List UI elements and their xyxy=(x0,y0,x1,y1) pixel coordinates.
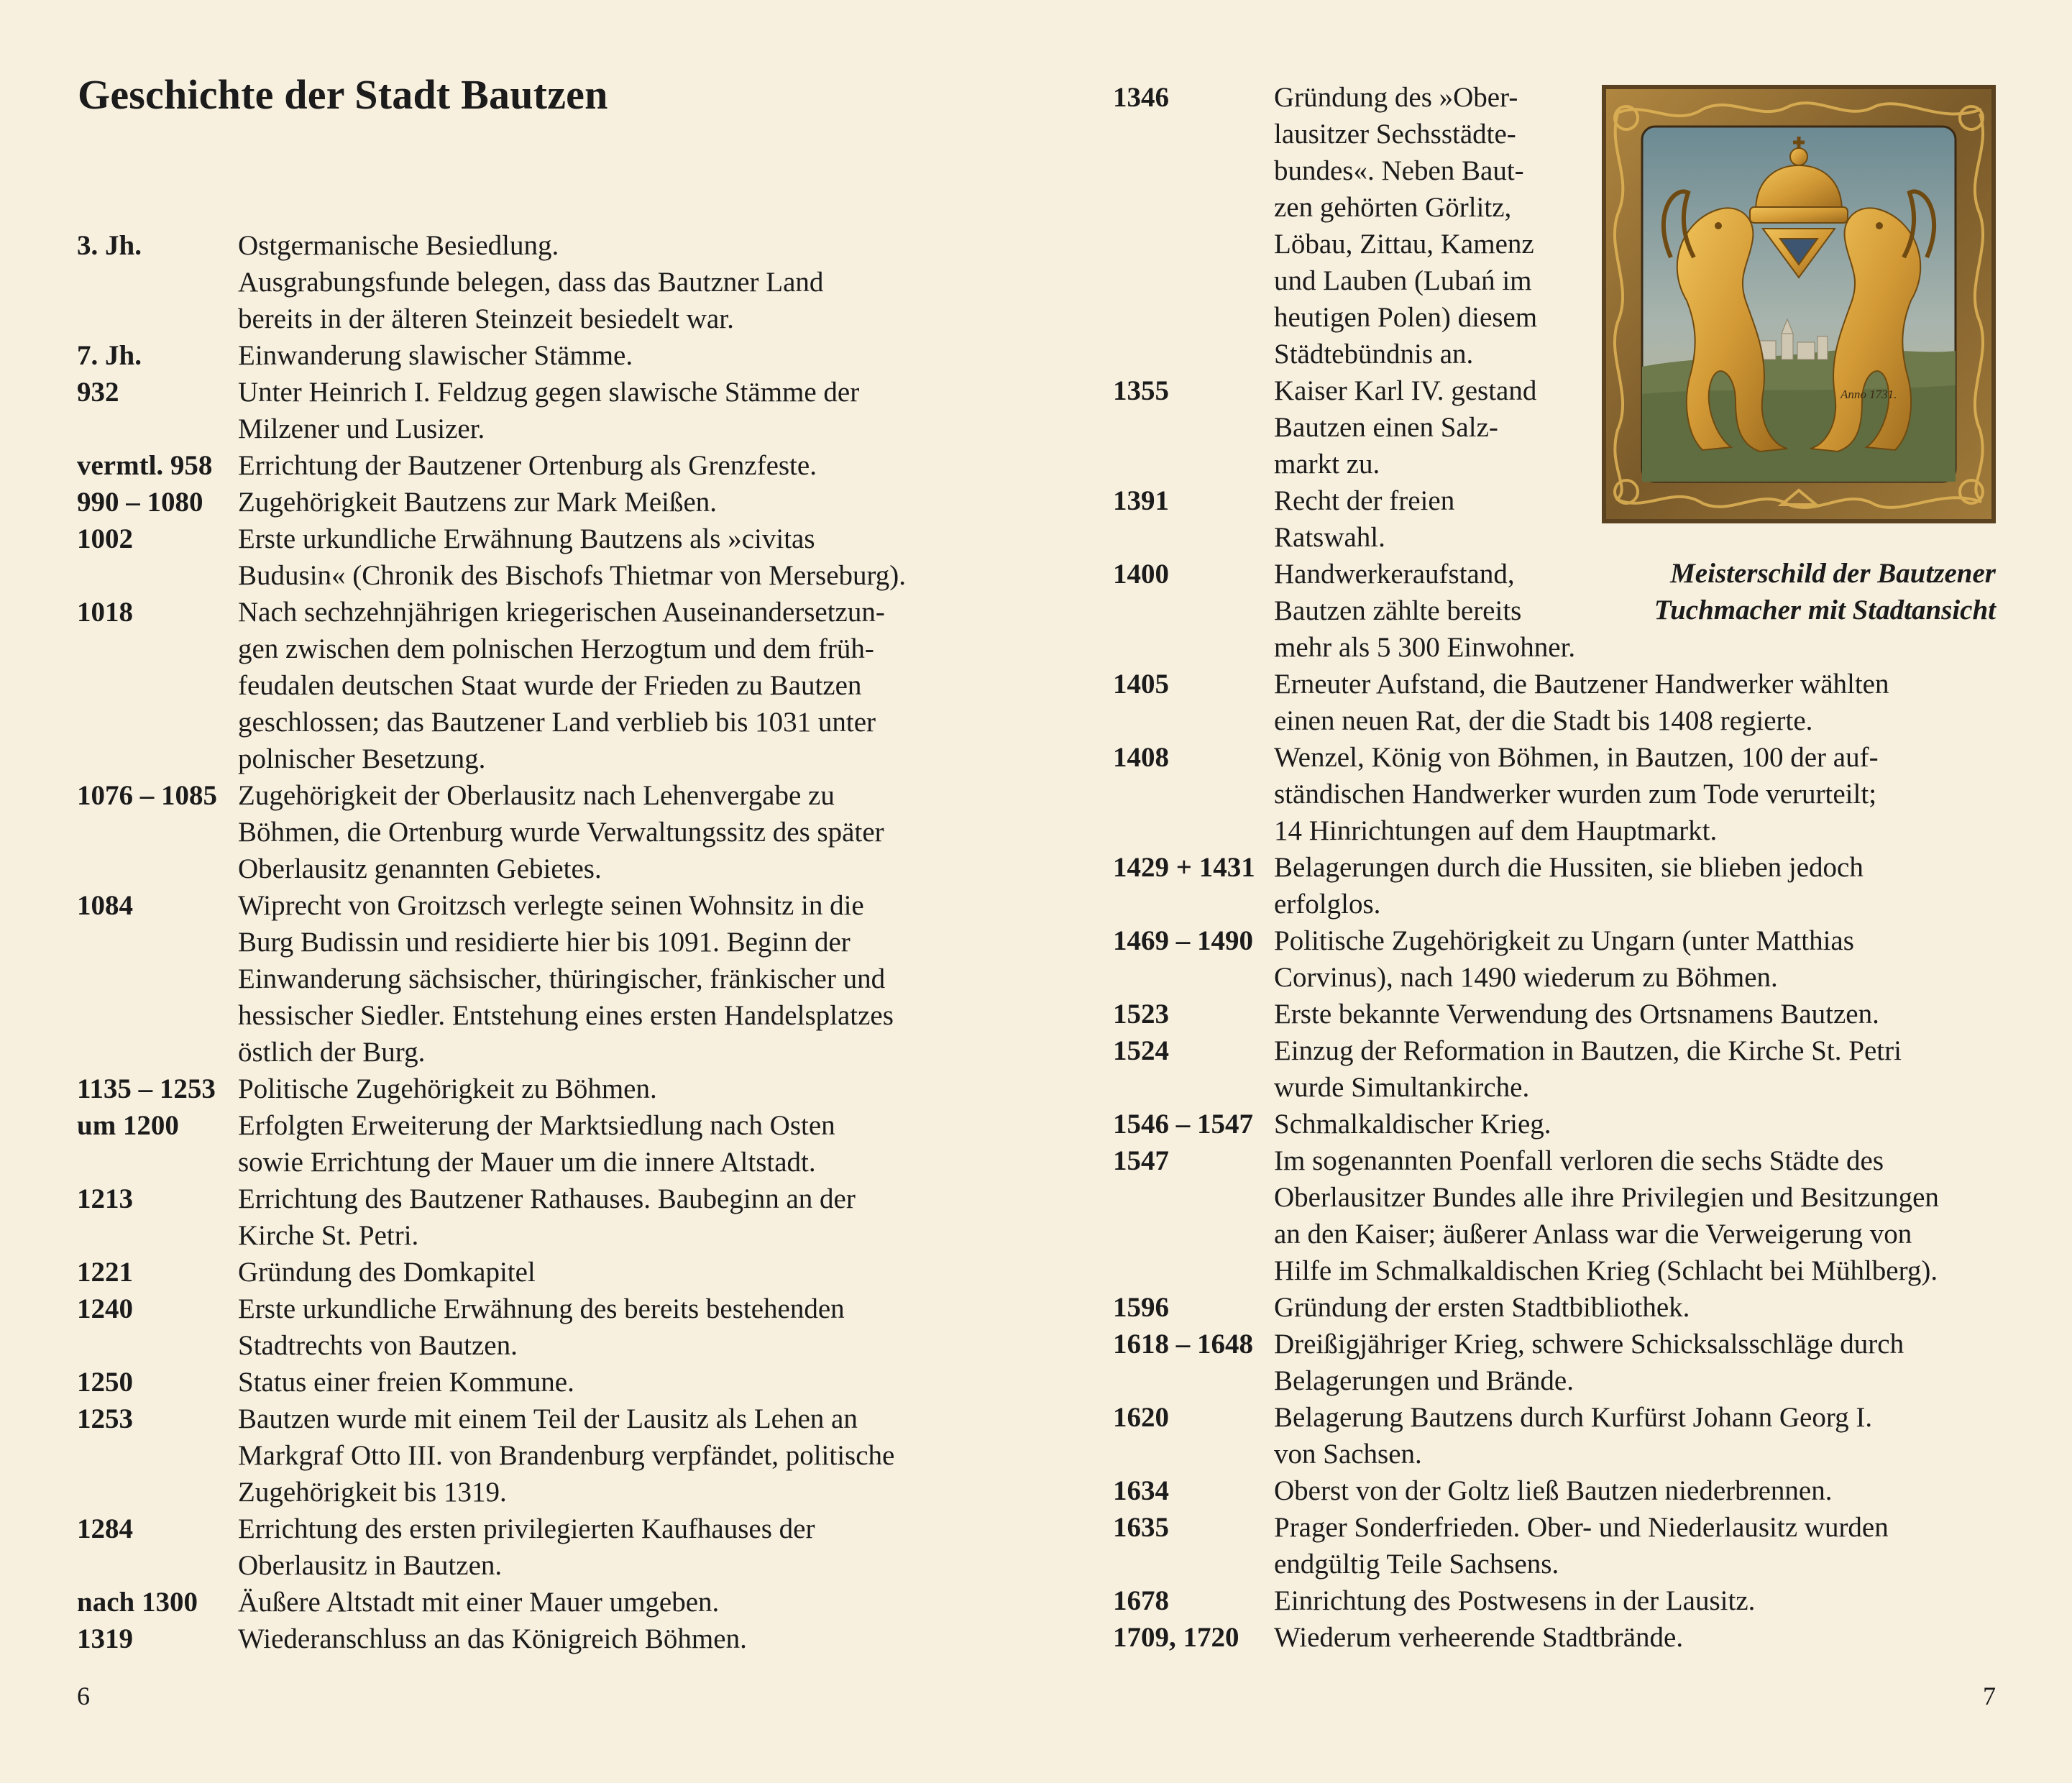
timeline-entry xyxy=(77,1364,983,1401)
entry-year: 1429 + 1431 xyxy=(1113,852,1255,883)
entry-text-line: Wenzel, König von Böhmen, in Bautzen, 100 der auf- xyxy=(1274,742,1879,773)
entry-text xyxy=(238,1254,983,1291)
entry-text-line: sowie Errichtung der Mauer um die innere Altstadt. xyxy=(238,1147,816,1178)
entry-text-line: Prager Sonderfrieden. Ober- und Niederlausitz wurden xyxy=(1274,1512,1889,1543)
timeline-entry xyxy=(1113,1619,2019,1656)
timeline-entry xyxy=(77,521,983,594)
entry-text xyxy=(238,1107,983,1181)
entry-text xyxy=(238,1291,983,1364)
entry-text-line: Politische Zugehörigkeit zu Böhmen. xyxy=(238,1073,657,1104)
entry-text xyxy=(1274,1399,2019,1472)
entry-text-line: Oberlausitz in Bautzen. xyxy=(238,1550,503,1581)
timeline-entry xyxy=(77,484,983,521)
entry-year: 1391 xyxy=(1113,485,1169,516)
entry-year: 1596 xyxy=(1113,1292,1169,1323)
entry-text xyxy=(1274,1619,2019,1656)
entry-text-line: Errichtung des Bautzener Rathauses. Baubeginn an der xyxy=(238,1183,856,1214)
entry-text xyxy=(238,594,983,777)
entry-text-line: Zugehörigkeit bis 1319. xyxy=(238,1477,507,1508)
entry-text-line: markt zu. xyxy=(1274,449,1380,480)
entry-year: 1346 xyxy=(1113,82,1169,113)
timeline-entry xyxy=(77,1254,983,1291)
entry-text xyxy=(1274,996,2019,1032)
entry-year: 1240 xyxy=(77,1293,133,1324)
entry-text-line: Errichtung der Bautzener Ortenburg als Grenzfeste. xyxy=(238,450,817,481)
entry-text xyxy=(1274,1142,2019,1289)
page-number-right: 7 xyxy=(1983,1682,1996,1710)
entry-text-line: endgültig Teile Sachsens. xyxy=(1274,1549,1559,1580)
entry-text-line: Recht der freien xyxy=(1274,485,1455,516)
entry-text-line: Wiprecht von Groitzsch verlegte seinen Wohnsitz in die xyxy=(238,890,864,921)
entry-year: 1221 xyxy=(77,1257,133,1288)
timeline-entry xyxy=(77,1291,983,1364)
entry-text xyxy=(1274,1032,2019,1106)
entry-text-line: Einwanderung sächsischer, thüringischer, fränkischer und xyxy=(238,963,886,994)
entry-text xyxy=(238,1621,983,1657)
entry-year: 3. Jh. xyxy=(77,230,142,261)
entry-year: 1355 xyxy=(1113,375,1169,406)
timeline-entry xyxy=(77,594,983,777)
timeline-entry xyxy=(77,887,983,1071)
entry-text-line: Wiederum verheerende Stadtbrände. xyxy=(1274,1622,1684,1653)
entry-year: 1253 xyxy=(77,1403,133,1434)
timeline-entry xyxy=(77,1584,983,1621)
entry-year: 1524 xyxy=(1113,1035,1169,1066)
entry-text-line: Bautzen wurde mit einem Teil der Lausitz als Lehen an xyxy=(238,1403,858,1434)
entry-year: 1709, 1720 xyxy=(1113,1622,1239,1653)
entry-text-line: polnischer Besetzung. xyxy=(238,743,486,774)
timeline-entry xyxy=(1113,996,2019,1032)
entry-year: 1547 xyxy=(1113,1145,1169,1176)
entry-year: 1284 xyxy=(77,1513,133,1544)
entry-text-line: Stadtrechts von Bautzen. xyxy=(238,1330,518,1361)
timeline-entry xyxy=(1113,849,2019,922)
entry-text xyxy=(1274,1582,2019,1619)
entry-text-line: Unter Heinrich I. Feldzug gegen slawische Stämme der xyxy=(238,377,860,408)
timeline-entry xyxy=(1113,1399,2019,1472)
entry-year: 1400 xyxy=(1113,559,1169,590)
entry-text-line: Ostgermanische Besiedlung. xyxy=(238,230,559,261)
timeline-entry xyxy=(77,1621,983,1657)
entry-text-line: zen gehörten Görlitz, xyxy=(1274,192,1512,223)
timeline-entry xyxy=(1113,1032,2019,1106)
timeline-entry xyxy=(1113,1472,2019,1509)
entry-text xyxy=(238,1181,983,1254)
entry-text-line: Äußere Altstadt mit einer Mauer umgeben. xyxy=(238,1587,720,1618)
entry-year: 1634 xyxy=(1113,1475,1169,1506)
entry-text xyxy=(1274,739,2019,849)
entry-text xyxy=(1274,849,2019,922)
entry-text-line: Dreißigjähriger Krieg, schwere Schicksalsschläge durch xyxy=(1274,1329,1904,1360)
entry-text xyxy=(238,1364,983,1401)
entry-text-line: Gründung des Domkapitel xyxy=(238,1257,536,1288)
timeline-entry xyxy=(1113,1289,2019,1326)
entry-text-line: an den Kaiser; äußerer Anlass war die Verweigerung von xyxy=(1274,1219,1912,1250)
entry-text xyxy=(238,484,983,521)
entry-year: 1678 xyxy=(1113,1585,1169,1616)
timeline-entry xyxy=(77,337,983,374)
timeline-entry xyxy=(1113,739,2019,849)
entry-text xyxy=(1274,666,2019,739)
entry-text-line: Belagerungen durch die Hussiten, sie blieben jedoch xyxy=(1274,852,1864,883)
timeline-left xyxy=(77,227,983,1657)
entry-text-line: Löbau, Zittau, Kamenz xyxy=(1274,229,1534,260)
entry-text-line: Kaiser Karl IV. gestand xyxy=(1274,375,1537,406)
entry-text-line: von Sachsen. xyxy=(1274,1439,1422,1470)
entry-text-line: erfolglos. xyxy=(1274,889,1381,920)
entry-text xyxy=(238,777,983,887)
entry-text-line: einen neuen Rat, der die Stadt bis 1408 regierte. xyxy=(1274,705,1813,736)
entry-text-line: Erneuter Aufstand, die Bautzener Handwerker wählten xyxy=(1274,669,1889,700)
entry-year: 1002 xyxy=(77,523,133,554)
entry-text-line: ständischen Handwerker wurden zum Tode verurteilt; xyxy=(1274,779,1877,810)
guild-shield-image xyxy=(1602,85,1996,523)
entry-text-line: Städtebündnis an. xyxy=(1274,339,1474,370)
entry-text xyxy=(238,1511,983,1584)
timeline-entry xyxy=(77,777,983,887)
entry-text xyxy=(1274,1106,2019,1142)
timeline-entry xyxy=(77,1511,983,1584)
entry-text xyxy=(1274,1289,2019,1326)
page-number-left: 6 xyxy=(77,1682,90,1710)
entry-year: 1469 – 1490 xyxy=(1113,925,1253,956)
entry-year: 1018 xyxy=(77,597,133,628)
entry-year: 1408 xyxy=(1113,742,1169,773)
entry-text-line: Wiederanschluss an das Königreich Böhmen. xyxy=(238,1623,747,1654)
entry-text-line: Nach sechzehnjährigen kriegerischen Auseinandersetzun- xyxy=(238,597,885,628)
entry-text xyxy=(1274,1326,2019,1399)
entry-year: 1213 xyxy=(77,1183,133,1214)
entry-text-line: Böhmen, die Ortenburg wurde Verwaltungssitz des später xyxy=(238,817,884,848)
entry-text xyxy=(1274,922,2019,996)
entry-text-line: Bautzen zählte bereits xyxy=(1274,595,1522,626)
entry-text xyxy=(238,887,983,1071)
entry-text-line: Erste bekannte Verwendung des Ortsnamens Bautzen. xyxy=(1274,999,1879,1030)
timeline-entry xyxy=(77,1181,983,1254)
entry-text-line: Bautzen einen Salz- xyxy=(1274,412,1498,443)
entry-year: 932 xyxy=(77,377,119,408)
image-caption xyxy=(1593,555,1996,628)
entry-text-line: Gründung des »Ober- xyxy=(1274,82,1518,113)
entry-text-line: und Lauben (Lubań im xyxy=(1274,265,1532,296)
entry-text-line: Milzener und Lusizer. xyxy=(238,413,485,444)
entry-text-line: bundes«. Neben Baut- xyxy=(1274,155,1524,186)
entry-text-line: Ausgrabungsfunde belegen, dass das Bautzner Land xyxy=(238,267,824,298)
entry-text-line: Belagerungen und Brände. xyxy=(1274,1365,1574,1396)
entry-text-line: Markgraf Otto III. von Brandenburg verpfändet, politische xyxy=(238,1440,895,1471)
entry-text-line: 14 Hinrichtungen auf dem Hauptmarkt. xyxy=(1274,815,1718,846)
timeline-entry xyxy=(77,227,983,337)
entry-text-line: Einzug der Reformation in Bautzen, die Kirche St. Petri xyxy=(1274,1035,1902,1066)
entry-year: 1084 xyxy=(77,890,133,921)
caption-line: Tuchmacher mit Stadtansicht xyxy=(1654,595,1996,625)
entry-text-line: Zugehörigkeit Bautzens zur Mark Meißen. xyxy=(238,487,718,518)
entry-year: 1076 – 1085 xyxy=(77,780,217,811)
entry-text-line: Erste urkundliche Erwähnung Bautzens als »civitas xyxy=(238,523,815,554)
timeline-entry xyxy=(77,1071,983,1107)
entry-text-line: Einrichtung des Postwesens in der Lausitz. xyxy=(1274,1585,1756,1616)
entry-year: 1523 xyxy=(1113,999,1169,1030)
page-title: Geschichte der Stadt Bautzen xyxy=(78,71,608,118)
entry-text xyxy=(238,337,983,374)
entry-text-line: Erste urkundliche Erwähnung des bereits bestehenden xyxy=(238,1293,845,1324)
entry-text-line: gen zwischen dem polnischen Herzogtum und dem früh- xyxy=(238,633,874,664)
entry-year: 7. Jh. xyxy=(77,340,142,371)
entry-text xyxy=(238,227,983,337)
timeline-entry xyxy=(1113,1582,2019,1619)
timeline-entry xyxy=(77,1107,983,1181)
entry-text-line: Budusin« (Chronik des Bischofs Thietmar von Merseburg). xyxy=(238,560,907,591)
entry-text xyxy=(238,447,983,484)
entry-text-line: wurde Simultankirche. xyxy=(1274,1072,1530,1103)
entry-text-line: heutigen Polen) diesem xyxy=(1274,302,1538,333)
entry-text-line: Kirche St. Petri. xyxy=(238,1220,419,1251)
entry-text-line: mehr als 5 300 Einwohner. xyxy=(1274,632,1576,663)
right-page xyxy=(1036,0,2072,1783)
entry-text-line: Corvinus), nach 1490 wiederum zu Böhmen. xyxy=(1274,962,1778,993)
entry-text-line: geschlossen; das Bautzener Land verblieb bis 1031 unter xyxy=(238,707,876,738)
entry-year: 1620 xyxy=(1113,1402,1169,1433)
timeline-entry xyxy=(77,374,983,447)
entry-text xyxy=(238,521,983,594)
timeline-entry xyxy=(1113,1509,2019,1582)
entry-text-line: Schmalkaldischer Krieg. xyxy=(1274,1109,1551,1140)
entry-year: 1635 xyxy=(1113,1512,1169,1543)
entry-year: 1405 xyxy=(1113,669,1169,700)
entry-text-line: Belagerung Bautzens durch Kurfürst Johann Georg I. xyxy=(1274,1402,1873,1433)
entry-text xyxy=(1274,1472,2019,1509)
timeline-entry xyxy=(77,1401,983,1511)
entry-text-line: Oberlausitzer Bundes alle ihre Privilegien und Besitzungen xyxy=(1274,1182,1939,1213)
entry-text xyxy=(238,1584,983,1621)
entry-year: 990 – 1080 xyxy=(77,487,203,518)
timeline-entry xyxy=(77,447,983,484)
entry-text-line: bereits in der älteren Steinzeit besiedelt war. xyxy=(238,303,734,334)
entry-text-line: Politische Zugehörigkeit zu Ungarn (unter Matthias xyxy=(1274,925,1854,956)
entry-text-line: feudalen deutschen Staat wurde der Frieden zu Bautzen xyxy=(238,670,862,701)
entry-text-line: östlich der Burg. xyxy=(238,1037,426,1068)
entry-text-line: Errichtung des ersten privilegierten Kaufhauses der xyxy=(238,1513,815,1544)
entry-year: nach 1300 xyxy=(77,1587,198,1618)
timeline-entry xyxy=(1113,666,2019,739)
entry-text-line: Einwanderung slawischer Stämme. xyxy=(238,340,633,371)
timeline-entry xyxy=(1113,1142,2019,1289)
timeline-entry xyxy=(1113,1326,2019,1399)
entry-text-line: Oberlausitz genannten Gebietes. xyxy=(238,853,602,884)
entry-text-line: Ratswahl. xyxy=(1274,522,1385,553)
entry-text-line: Oberst von der Goltz ließ Bautzen niederbrennen. xyxy=(1274,1475,1833,1506)
entry-text xyxy=(1274,1509,2019,1582)
entry-year: um 1200 xyxy=(77,1110,179,1141)
entry-year: vermtl. 958 xyxy=(77,450,213,481)
shield-inscription: Anno 1731. xyxy=(1840,388,1897,401)
entry-year: 1546 – 1547 xyxy=(1113,1109,1253,1140)
entry-text-line: Zugehörigkeit der Oberlausitz nach Lehenvergabe zu xyxy=(238,780,835,811)
entry-year: 1319 xyxy=(77,1623,133,1654)
entry-text-line: Gründung der ersten Stadtbibliothek. xyxy=(1274,1292,1690,1323)
caption-line: Meisterschild der Bautzener xyxy=(1670,558,1996,589)
entry-text-line: Status einer freien Kommune. xyxy=(238,1367,574,1398)
entry-text xyxy=(238,374,983,447)
entry-text-line: lausitzer Sechsstädte- xyxy=(1274,119,1516,150)
entry-year: 1250 xyxy=(77,1367,133,1398)
entry-text-line: hessischer Siedler. Entstehung eines ersten Handelsplatzes xyxy=(238,1000,894,1031)
timeline-entry xyxy=(1113,922,2019,996)
entry-text xyxy=(238,1071,983,1107)
entry-text-line: Im sogenannten Poenfall verloren die sechs Städte des xyxy=(1274,1145,1884,1176)
entry-text-line: Hilfe im Schmalkaldischen Krieg (Schlacht bei Mühlberg). xyxy=(1274,1255,1938,1286)
entry-text-line: Handwerkeraufstand, xyxy=(1274,559,1515,590)
entry-year: 1135 – 1253 xyxy=(77,1073,216,1104)
entry-text-line: Burg Budissin und residierte hier bis 1091. Beginn der xyxy=(238,927,851,958)
entry-text xyxy=(238,1401,983,1511)
timeline-entry xyxy=(1113,1106,2019,1142)
entry-year: 1618 – 1648 xyxy=(1113,1329,1253,1360)
entry-text-line: Erfolgten Erweiterung der Marktsiedlung nach Osten xyxy=(238,1110,835,1141)
